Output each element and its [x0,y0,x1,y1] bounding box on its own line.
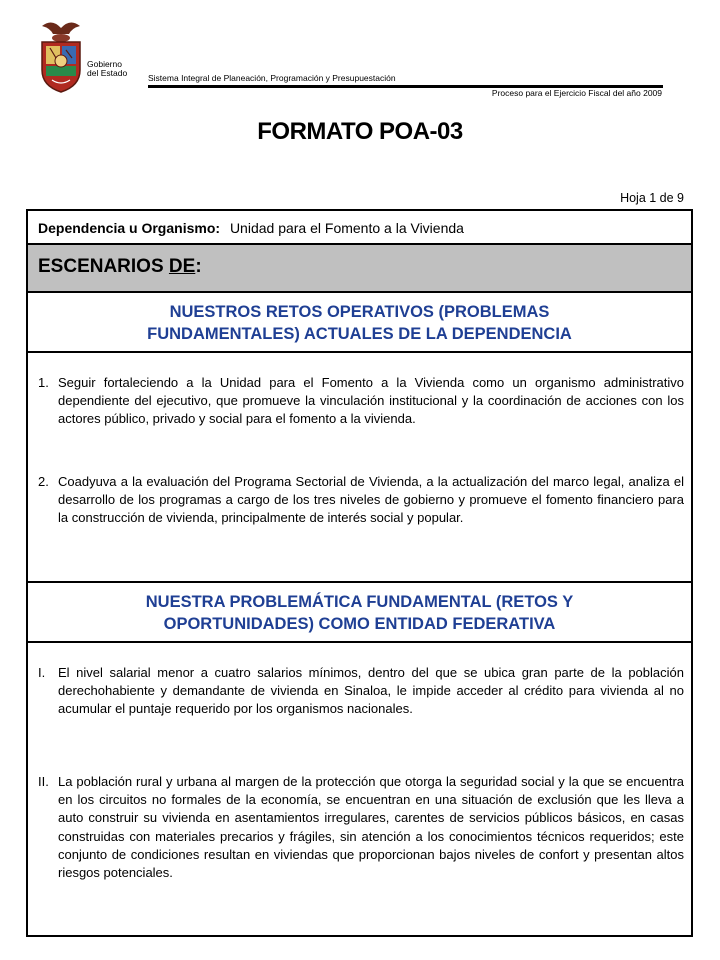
dependencia-row [28,211,691,245]
section1-heading-line1: NUESTROS RETOS OPERATIVOS (PROBLEMAS [169,303,550,321]
item-text: Seguir fortaleciendo a la Unidad para el Fomento a la Vivienda como un organismo administrativo dependiente del ejecutivo, que promueve la vinculación institucional y la coordinación de acciones con los actores público, privado y social para el fomento a la vivienda. [58,375,684,427]
section1-heading [28,293,691,353]
section2-body [28,643,691,937]
gobierno-label [87,60,127,78]
section2-heading-line1: NUESTRA PROBLEMÁTICA FUNDAMENTAL (RETOS Y [145,593,574,611]
section1-body [28,353,691,583]
dependencia-label: Dependencia u Organismo: [38,220,221,236]
escenarios-underlined: DE [168,256,196,277]
item-number: I. [38,665,46,680]
del-estado-line: del Estado [87,68,128,78]
state-seal-icon [36,16,86,96]
section2-heading-line2: OPORTUNIDADES) COMO ENTIDAD FEDERATIVA [163,615,556,633]
escenarios-suffix: : [195,256,202,277]
item-number: 1. [38,375,49,390]
process-line: Proceso para el Ejercicio Fiscal del año 2009 [491,88,662,98]
item-text: Coadyuva a la evaluación del Programa Sectorial de Vivienda, a la actualización del marco legal, analiza el desarrollo de los programas a cargo de los tres niveles de gobierno y promueve el fomento financiero para la construcción de vivienda, principalmente de interés social y popular. [58,474,684,526]
section1-heading-line2: FUNDAMENTALES) ACTUALES DE LA DEPENDENCIA [147,325,572,343]
system-title: Sistema Integral de Planeación, Programación y Presupuestación [148,73,396,83]
page-counter: Hoja 1 de 9 [620,191,684,205]
form-box [26,209,693,937]
item-text: La población rural y urbana al margen de la protección que otorga la seguridad social y la que se encuentra en los circuitos no formales de la economía, se encuentran en una situación de exclusión que les lleva a auto construir su vivienda en asentamientos irregulares, carentes de servicios públicos básicos, en casas construidas con materiales precarios y frágiles, sin atención a los conocimientos técnicos requeridos; este conjunto de condiciones resultan en viviendas que proporcionan bajos niveles de confort y presentan altos riesgos potenciales. [58,774,684,881]
escenarios-row [28,245,691,293]
item-number: 2. [38,474,49,489]
section2-heading [28,583,691,643]
gobierno-line: Gobierno [87,59,122,69]
escenarios-prefix: ESCENARIOS [38,256,169,277]
dependencia-value: Unidad para el Fomento a la Vivienda [229,220,464,236]
item-number: II. [38,774,49,789]
format-title: FORMATO POA-03 [257,118,463,145]
item-text: El nivel salarial menor a cuatro salarios mínimos, dentro del que se ubica gran parte de la población derechohabiente y demandante de vivienda en Sinaloa, le impide acceder al crédito para vivienda al no acumular el puntaje requerido por los organismos nacionales. [58,665,684,717]
